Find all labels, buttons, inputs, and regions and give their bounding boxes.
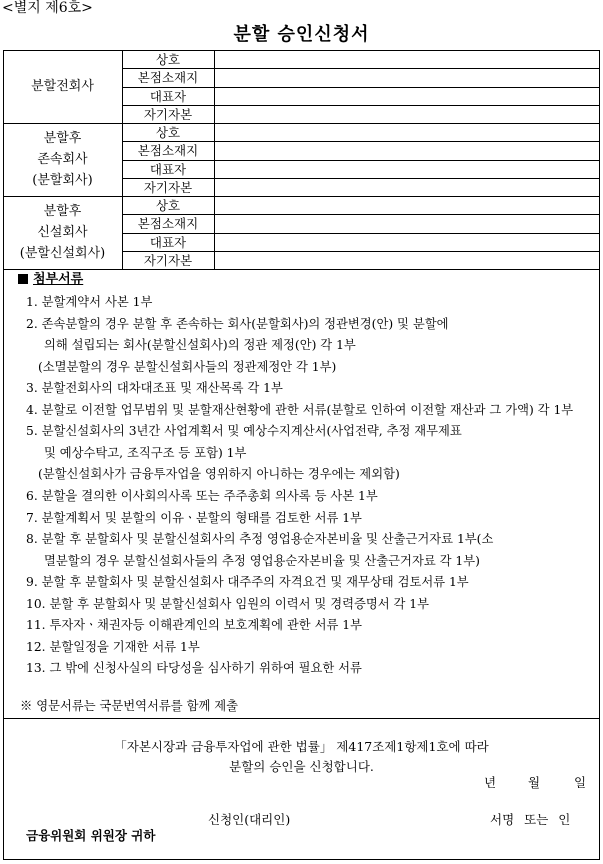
field-value-input[interactable] — [215, 215, 599, 231]
attachment-item — [26, 572, 594, 593]
row-divider — [122, 141, 600, 142]
attachment-item — [26, 314, 594, 335]
row-divider — [122, 105, 600, 106]
signature-label: 서명 또는 인 — [490, 812, 571, 827]
col-divider — [122, 50, 123, 269]
translation-note: ※ 영문서류는 국문번역서류를 함께 제출 — [20, 699, 238, 713]
attachment-text: 분할 후 분할회사 및 분할신설회사의 추정 영업용순자본비율 및 산출근거자료 1부(소 — [41, 532, 494, 547]
attachment-number: 8. — [26, 532, 38, 547]
company-group-name — [4, 201, 121, 264]
attachment-item — [26, 421, 594, 442]
col-divider — [214, 50, 215, 269]
field-value-input[interactable] — [215, 252, 599, 268]
page-title: 분할 승인신청서 — [233, 24, 370, 45]
attachment-text-continued: 멸분할의 경우 분할신설회사들의 추정 영업용순자본비율 및 산출근거자료 각 1부) — [44, 553, 480, 568]
company-group-name — [4, 76, 121, 97]
bullet-square-icon — [18, 274, 28, 284]
field-value-input[interactable] — [215, 142, 599, 158]
field-label: 상호 — [155, 125, 181, 140]
date-year-label: 년 — [484, 775, 497, 790]
field-value-input[interactable] — [215, 234, 599, 250]
attachment-text: 분할로 이전할 업무범위 및 분할재산현황에 관한 서류(분할로 인하여 이전할 재산과 그 가액) 각 1부 — [41, 402, 574, 417]
row-divider — [122, 87, 600, 88]
group-name-line: 분할후 — [43, 131, 82, 146]
attachment-item — [26, 658, 594, 679]
attachment-item — [26, 615, 594, 636]
field-value-input[interactable] — [215, 197, 599, 213]
row-divider — [122, 178, 600, 179]
attachment-text: 분할계획서 및 분할의 이유ㆍ분할의 형태를 검토한 서류 1부 — [41, 510, 362, 525]
group-name-line: 분할전회사 — [31, 79, 94, 94]
field-value-input[interactable] — [215, 161, 599, 177]
attachment-number: 9. — [26, 575, 38, 590]
attachment-number: 4. — [26, 402, 38, 417]
group-name-line: (분할회사) — [32, 173, 93, 188]
group-name-line: 분할후 — [43, 204, 82, 219]
attachment-item — [26, 486, 594, 507]
attachment-text: 분할을 결의한 이사회의사록 또는 주주총회 의사록 등 사본 1부 — [41, 488, 378, 503]
date-month-label: 월 — [528, 775, 541, 790]
field-label: 본점소재지 — [137, 70, 199, 86]
attachment-number: 1. — [26, 295, 38, 309]
attachment-number: 2. — [26, 316, 38, 331]
attachment-number: 3. — [26, 381, 38, 396]
row-divider — [122, 214, 600, 215]
attachment-text: 분할계약서 사본 1부 — [41, 295, 153, 309]
divider — [3, 718, 600, 719]
field-label: 본점소재지 — [137, 216, 199, 232]
attachment-text-continued: (소멸분할의 경우 분할신설회사들의 정관제정안 각 1부) — [38, 359, 337, 374]
attachment-number: 6. — [26, 488, 38, 503]
attachment-number: 11. — [26, 618, 46, 633]
form-number-label: <별지 제6호> — [2, 0, 93, 16]
attachment-item — [26, 292, 594, 313]
date-day-label: 일 — [574, 775, 587, 790]
row-divider — [122, 68, 600, 69]
group-name-line: (분할신설회사) — [19, 246, 106, 261]
attachment-text: 분할신설회사의 3년간 사업계획서 및 예상수지계산서(사업전략, 추정 재무제표 — [41, 424, 462, 439]
attachment-item — [26, 508, 594, 529]
field-label: 자기자본 — [143, 106, 193, 122]
group-name-line: 신설회사 — [37, 225, 88, 240]
attachment-text-continued: 의해 설립되는 회사(분할신설회사)의 정관 제정(안) 각 1부 — [44, 338, 356, 353]
attachment-text: 투자자ㆍ채권자등 이해관계인의 보호계획에 관한 서류 1부 — [49, 618, 362, 633]
attachment-number: 12. — [26, 639, 46, 654]
attachment-text: 분할일정을 기재한 서류 1부 — [49, 639, 200, 654]
attachment-item — [26, 529, 594, 550]
field-label: 자기자본 — [143, 252, 193, 268]
company-group-name — [4, 128, 121, 191]
field-label: 자기자본 — [143, 179, 193, 195]
field-value-input[interactable] — [215, 51, 599, 67]
declaration-line-2: 분할의 승인을 신청합니다. — [229, 759, 374, 774]
attachment-item — [26, 594, 594, 615]
attachment-number: 10. — [26, 596, 46, 611]
attachments-title: 첨부서류 — [33, 272, 84, 287]
field-value-input[interactable] — [215, 106, 599, 122]
field-label: 대표자 — [149, 88, 187, 104]
attachment-number: 5. — [26, 424, 38, 439]
attachment-number: 7. — [26, 510, 38, 525]
field-label: 대표자 — [149, 234, 187, 250]
attachment-text-continued: (분할신설회사가 금융투자업을 영위하지 아니하는 경우에는 제외함) — [38, 467, 400, 482]
group-divider — [3, 269, 600, 270]
attachment-text-continued: 및 예상수탁고, 조직구조 등 포함) 1부 — [44, 445, 247, 460]
attachment-text: 분할전회사의 대차대조표 및 재산목록 각 1부 — [41, 381, 283, 396]
attachment-text: 그 밖에 신청사실의 타당성을 심사하기 위하여 필요한 서류 — [49, 661, 362, 676]
attachments-heading — [18, 272, 83, 288]
attachment-item — [26, 400, 594, 421]
attachment-item — [26, 637, 594, 658]
field-label: 상호 — [155, 52, 181, 67]
row-divider — [122, 251, 600, 252]
group-name-line: 존속회사 — [37, 152, 88, 167]
field-label: 상호 — [155, 198, 181, 213]
attachment-item — [26, 378, 594, 399]
attachment-text: 분할 후 분할회사 및 분할신설회사 대주주의 자격요건 및 재무상태 검토서류 1부 — [41, 575, 469, 590]
declaration-line-1: 「자본시장과 금융투자업에 관한 법률」 제417조제1항제1호에 따라 — [114, 739, 489, 754]
field-label: 대표자 — [149, 161, 187, 177]
row-divider — [122, 160, 600, 161]
row-divider — [122, 233, 600, 234]
field-value-input[interactable] — [215, 124, 599, 140]
attachment-text: 존속분할의 경우 분할 후 존속하는 회사(분할회사)의 정관변경(안) 및 분할에 — [41, 316, 449, 331]
addressee: 금융위원회 위원장 귀하 — [26, 828, 156, 843]
field-value-input[interactable] — [215, 179, 599, 195]
field-value-input[interactable] — [215, 88, 599, 104]
attachment-text: 분할 후 분할회사 및 분할신설회사 임원의 이력서 및 경력증명서 각 1부 — [49, 596, 430, 611]
attachment-number: 13. — [26, 661, 46, 676]
field-value-input[interactable] — [215, 69, 599, 85]
applicant-label: 신청인(대리인) — [208, 812, 291, 827]
field-label: 본점소재지 — [137, 143, 199, 159]
